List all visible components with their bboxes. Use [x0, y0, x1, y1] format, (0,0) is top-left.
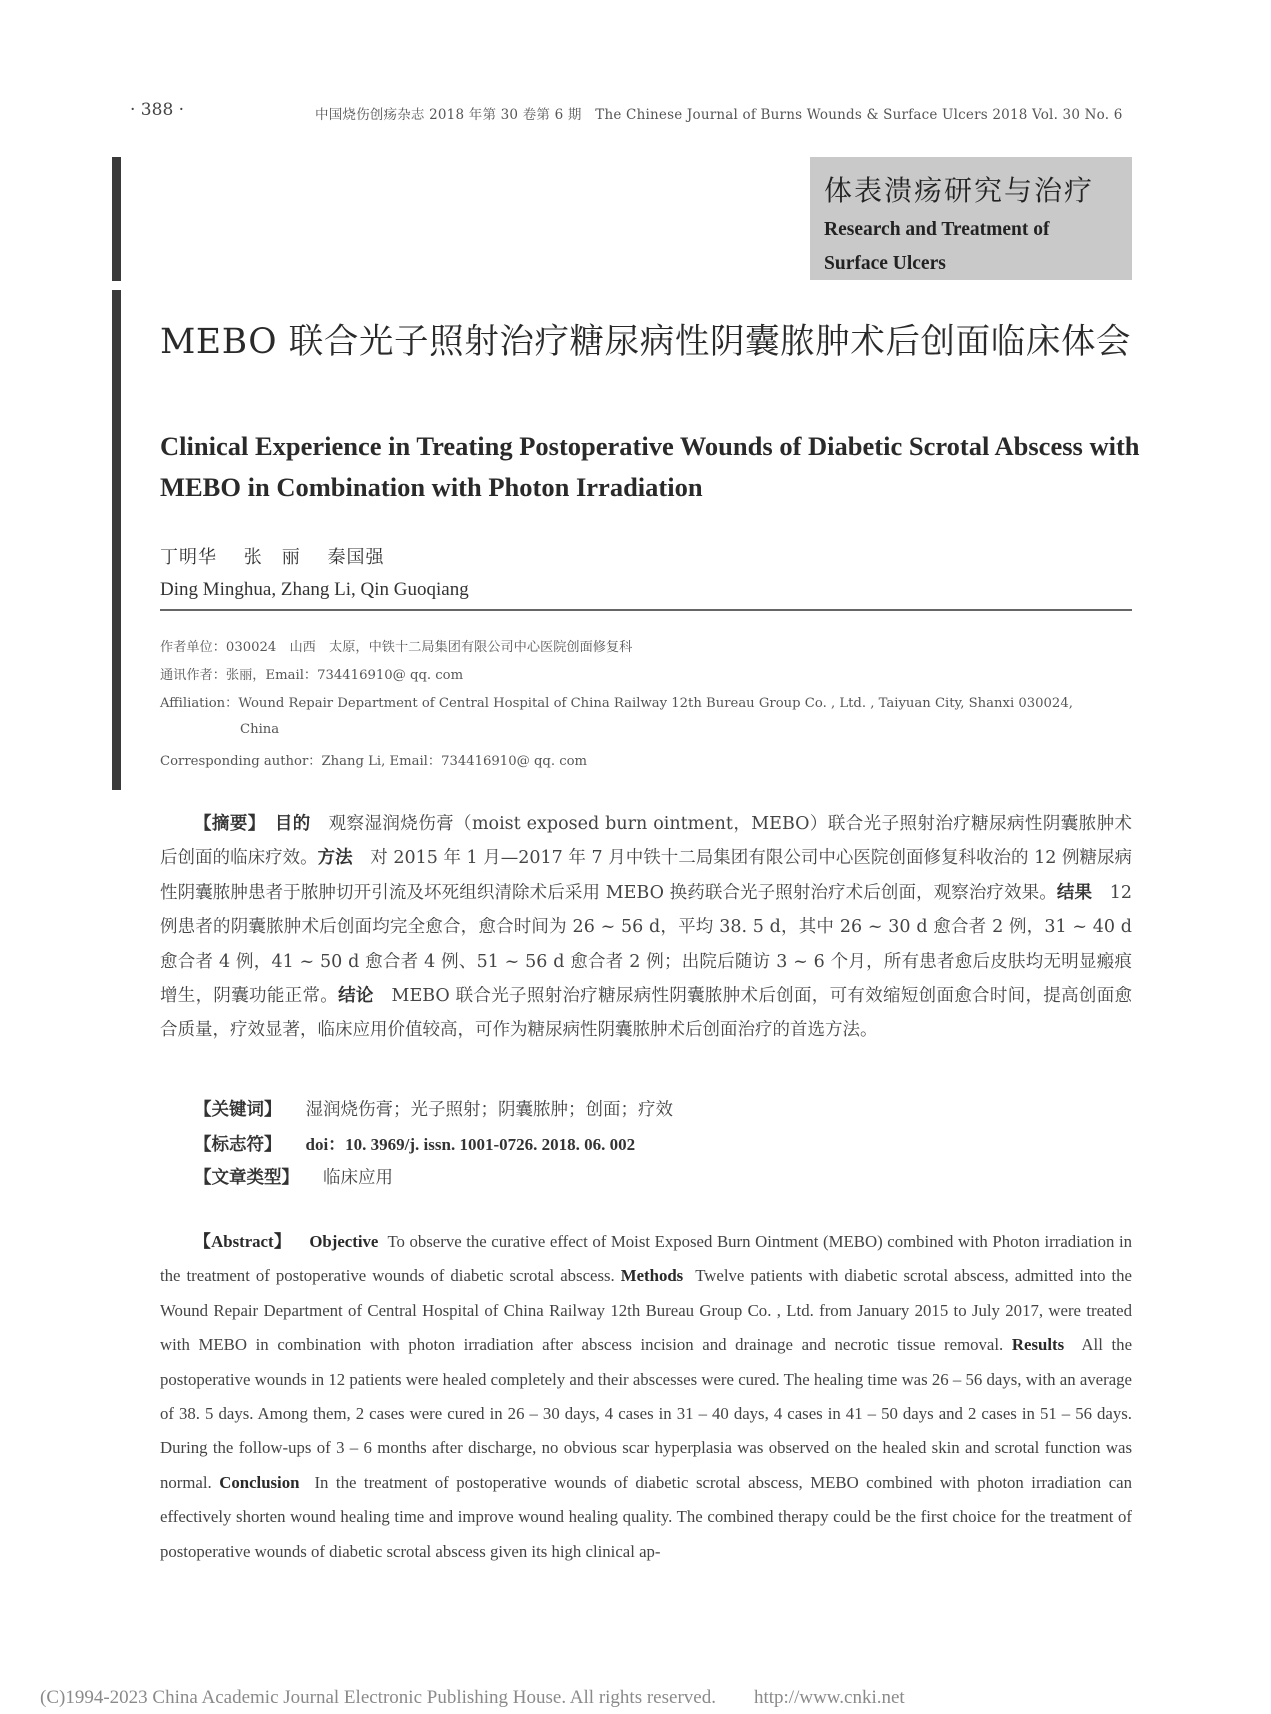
article-type-value: 临床应用 — [323, 1168, 393, 1188]
results-label-en: Results — [1011, 1335, 1065, 1355]
affiliation-en: Affiliation：Wound Repair Department of Central Hospital of China Railway 12th Bureau Group Co. , Ltd. , Taiyuan City, Shanxi 030024, — [160, 696, 1073, 711]
abstract-en-label: 【Abstract】 — [194, 1232, 292, 1251]
conclusion-text-zh: MEBO 联合光子照射治疗糖尿病性阴囊脓肿术后创面，可有效缩短创面愈合时间，提高创面愈合质量，疗效显著，临床应用价值较高，可作为糖尿病性阴囊脓肿术后创面治疗的首选方法。 — [160, 986, 1133, 1041]
abstract-zh-label: 【摘要】 — [194, 814, 257, 834]
page-number: · 388 · — [130, 100, 185, 120]
results-text-en: All the postoperative wounds in 12 patients were healed completely and their abscesses were cured. The healing time was 26 – 56 days, with an average of 38. 5 days. Among them, 2 cases were cured in 26 – 30 days, 4 cases in 31 – 40 days, 4 cases in 41 – 50 days and 2 cases in 51 – 56 days. During the follow-ups of 3 – 6 months after discharge, no obvious scar hyperplasia was observed on the healed skin and scrotal function was normal. — [160, 1335, 1133, 1492]
conclusion-text-en: In the treatment of postoperative wounds of diabetic scrotal abscess, MEBO combined with photon irradiation can effectively shorten wound healing time and improve wound healing quality. The combined therapy could be the first choice for the treatment of postoperative wounds of diabetic scrotal abscess given its high clinical ap- — [160, 1472, 1132, 1561]
authors-en: Ding Minghua, Zhang Li, Qin Guoqiang — [160, 579, 469, 600]
author-zh: 秦国强 — [327, 547, 385, 568]
abstract-zh — [160, 807, 1132, 1048]
methods-label-zh: 方法 — [317, 848, 353, 869]
column-title-en-line2: Surface Ulcers — [824, 253, 946, 274]
conclusion-label-zh: 结论 — [338, 986, 374, 1007]
column-title-en-line1: Research and Treatment of — [824, 219, 1050, 240]
methods-label-en: Methods — [620, 1266, 684, 1286]
article-title-zh: MEBO 联合光子照射治疗糖尿病性阴囊脓肿术后创面临床体会 — [160, 322, 1132, 362]
running-header: 中国烧伤创疡杂志 2018 年第 30 卷第 6 期 The Chinese Journal of Burns Wounds & Surface Ulcers 2018 Vol. 30 No. 6 — [315, 107, 1123, 123]
author-zh: 张 丽 — [243, 547, 301, 568]
objective-text-en: To observe the curative effect of Moist Exposed Burn Ointment (MEBO) combined with Photon irradiation in the treatment of postoperative wounds of diabetic scrotal abscess. — [160, 1232, 1133, 1286]
column-label-box — [810, 157, 1132, 280]
article-type-label: 【文章类型】 — [194, 1168, 299, 1188]
author-zh: 丁明华 — [160, 547, 217, 568]
decorative-bar-main — [112, 290, 121, 790]
methods-text-zh: 对 2015 年 1 月—2017 年 7 月中铁十二局集团有限公司中心医院创面修复科收治的 12 例糖尿病性阴囊脓肿患者于脓肿切开引流及坏死组织清除术后采用 MEBO 换药联合光子照射治疗术后创面，观察治疗效果。 — [160, 848, 1133, 903]
corresponding-author-zh: 通讯作者：张丽，Email：734416910@ qq. com — [160, 668, 464, 683]
methods-text-en: Twelve patients with diabetic scrotal abscess, admitted into the Wound Repair Department of Central Hospital of China Railway 12th Bureau Group Co. , Ltd. from January 2015 to July 2017, were treated with MEBO in combination with photon irradiation after abscess incision and drainage and necrotic tissue removal. — [160, 1266, 1133, 1355]
copyright-footer: (C)1994-2023 China Academic Journal Electronic Publishing House. All rights reserved. http://www.cnki.net — [40, 1687, 905, 1708]
objective-label-zh: 目的 — [274, 814, 311, 834]
article-type — [194, 1164, 393, 1189]
conclusion-label-en: Conclusion — [219, 1472, 300, 1492]
doi-label: 【标志符】 — [194, 1135, 282, 1155]
column-title-zh: 体表溃疡研究与治疗 — [824, 174, 1095, 207]
keywords-value: 湿润烧伤膏；光子照射；阴囊脓肿；创面；疗效 — [305, 1100, 673, 1120]
header-divider — [160, 609, 1132, 611]
corresponding-author-en: Corresponding author：Zhang Li, Email：734416910@ qq. com — [160, 754, 588, 769]
keywords — [194, 1096, 673, 1121]
affiliation-en-cont: China — [240, 722, 280, 737]
author-unit: 作者单位：030024 山西 太原，中铁十二局集团有限公司中心医院创面修复科 — [160, 640, 633, 655]
column-title-en — [824, 213, 1118, 281]
objective-label-en: Objective — [309, 1232, 379, 1251]
abstract-en — [160, 1225, 1132, 1569]
objective-text-zh: 观察湿润烧伤膏（moist exposed burn ointment，MEBO）联合光子照射治疗糖尿病性阴囊脓肿术后创面的临床疗效。 — [160, 814, 1133, 869]
article-title-en: Clinical Experience in Treating Postoperative Wounds of Diabetic Scrotal Abscess with MEBO in Combination with Photon Irradiation — [160, 431, 1140, 502]
doi — [194, 1130, 635, 1156]
results-text-zh: 12 例患者的阴囊脓肿术后创面均完全愈合，愈合时间为 26 ~ 56 d，平均 38. 5 d，其中 26 ~ 30 d 愈合者 2 例，31 ~ 40 d 愈合者 4 例，41 ~ 50 d 愈合者 4 例、51 ~ 56 d 愈合者 2 例；出院后随访 3 ~ 6 个月，所有患者愈后皮肤均无明显瘢痕增生，阴囊功能正常。 — [160, 882, 1133, 1007]
keywords-label: 【关键词】 — [194, 1100, 282, 1120]
decorative-bar-top — [112, 157, 121, 281]
results-label-zh: 结果 — [1056, 882, 1093, 903]
doi-value: doi：10. 3969/j. issn. 1001-0726. 2018. 06. 002 — [305, 1135, 636, 1154]
authors-zh — [160, 543, 404, 569]
